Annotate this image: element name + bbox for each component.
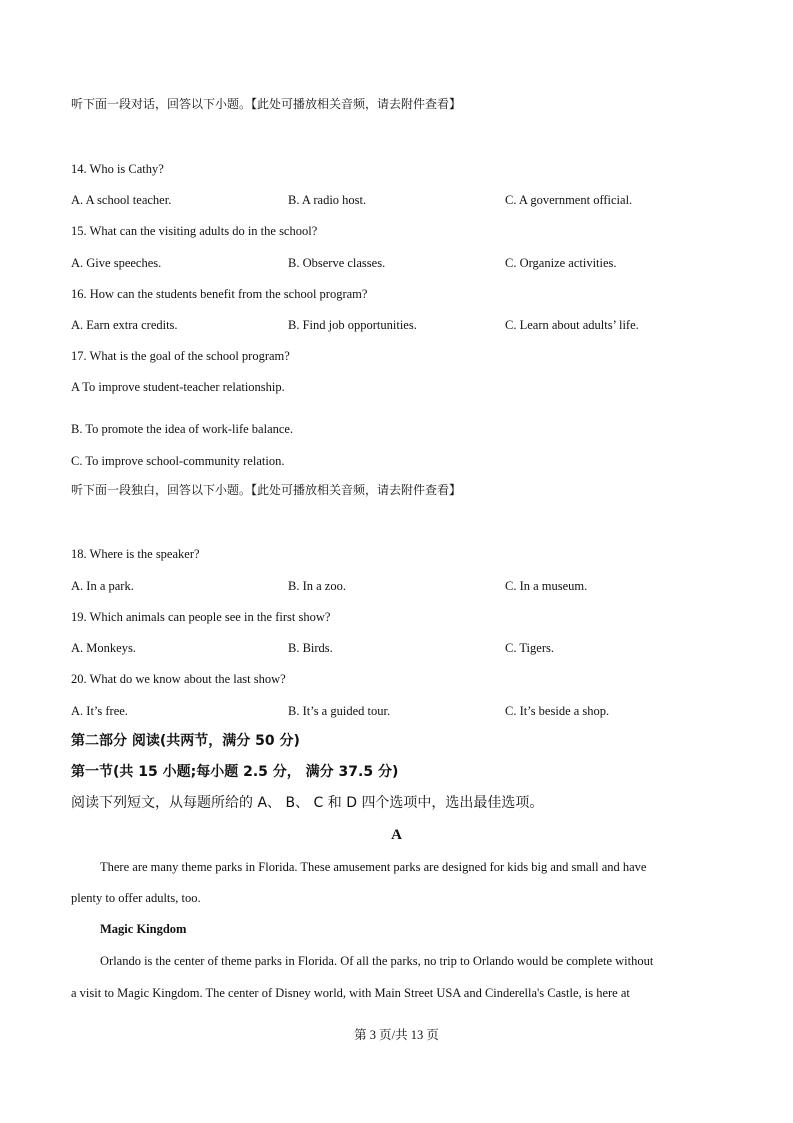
page-number: 第 3 页/共 13 页 (354, 1028, 439, 1042)
option-15-c: C. Organize activities. (505, 256, 617, 270)
option-20-c: C. It’s beside a shop. (505, 704, 610, 718)
passage-heading: Magic Kingdom (100, 922, 187, 936)
dialog-instruction: 听下面一段对话，回答以下小题。【此处可播放相关音频，请去附件查看】 (71, 97, 462, 111)
section-title: 第一节(共 15 小题;每小题 2.5 分， 满分 37.5 分) (71, 764, 399, 780)
option-19-b: B. Birds. (288, 641, 333, 655)
option-16-b: B. Find job opportunities. (288, 318, 417, 332)
option-15-b: B. Observe classes. (288, 256, 386, 270)
option-18-c: C. In a museum. (505, 579, 588, 593)
question-17: 17. What is the goal of the school program? (71, 349, 290, 363)
option-19-c: C. Tigers. (505, 641, 554, 655)
option-16-c: C. Learn about adults’ life. (505, 318, 639, 332)
question-16: 16. How can the students benefit from the school program? (71, 287, 368, 301)
passage-letter: A (391, 827, 402, 843)
question-19: 19. Which animals can people see in the first show? (71, 610, 331, 624)
option-19-a: A. Monkeys. (71, 641, 136, 655)
option-18-a: A. In a park. (71, 579, 134, 593)
reading-directions: 阅读下列短文，从每题所给的 A、 B、 C 和 D 四个选项中，选出最佳选项。 (71, 795, 544, 811)
passage-paragraph-1-line-2: plenty to offer adults, too. (71, 891, 201, 905)
option-15-a: A. Give speeches. (71, 256, 162, 270)
option-20-a: A. It’s free. (71, 704, 128, 718)
option-16-a: A. Earn extra credits. (71, 318, 178, 332)
part-title: 第二部分 阅读(共两节，满分 50 分) (71, 733, 300, 749)
option-17-a: A To improve student-teacher relationship. (71, 380, 285, 394)
passage-paragraph-2-line-2: a visit to Magic Kingdom. The center of Disney world, with Main Street USA and Cinderella's Castle, is here at (71, 986, 630, 1000)
option-20-b: B. It’s a guided tour. (288, 704, 391, 718)
question-18: 18. Where is the speaker? (71, 547, 200, 561)
passage-paragraph-2-line-1: Orlando is the center of theme parks in Florida. Of all the parks, no trip to Orlando would be complete without (100, 954, 654, 968)
option-17-c: C. To improve school-community relation. (71, 454, 285, 468)
question-20: 20. What do we know about the last show? (71, 672, 286, 686)
question-14: 14. Who is Cathy? (71, 162, 164, 176)
option-14-b: B. A radio host. (288, 193, 367, 207)
option-18-b: B. In a zoo. (288, 579, 346, 593)
option-17-b: B. To promote the idea of work-life balance. (71, 422, 294, 436)
monologue-instruction: 听下面一段独白，回答以下小题。【此处可播放相关音频，请去附件查看】 (71, 483, 462, 497)
option-14-c: C. A government official. (505, 193, 633, 207)
question-15: 15. What can the visiting adults do in the school? (71, 224, 318, 238)
passage-paragraph-1-line-1: There are many theme parks in Florida. These amusement parks are designed for kids big and small and have (100, 860, 647, 874)
option-14-a: A. A school teacher. (71, 193, 172, 207)
